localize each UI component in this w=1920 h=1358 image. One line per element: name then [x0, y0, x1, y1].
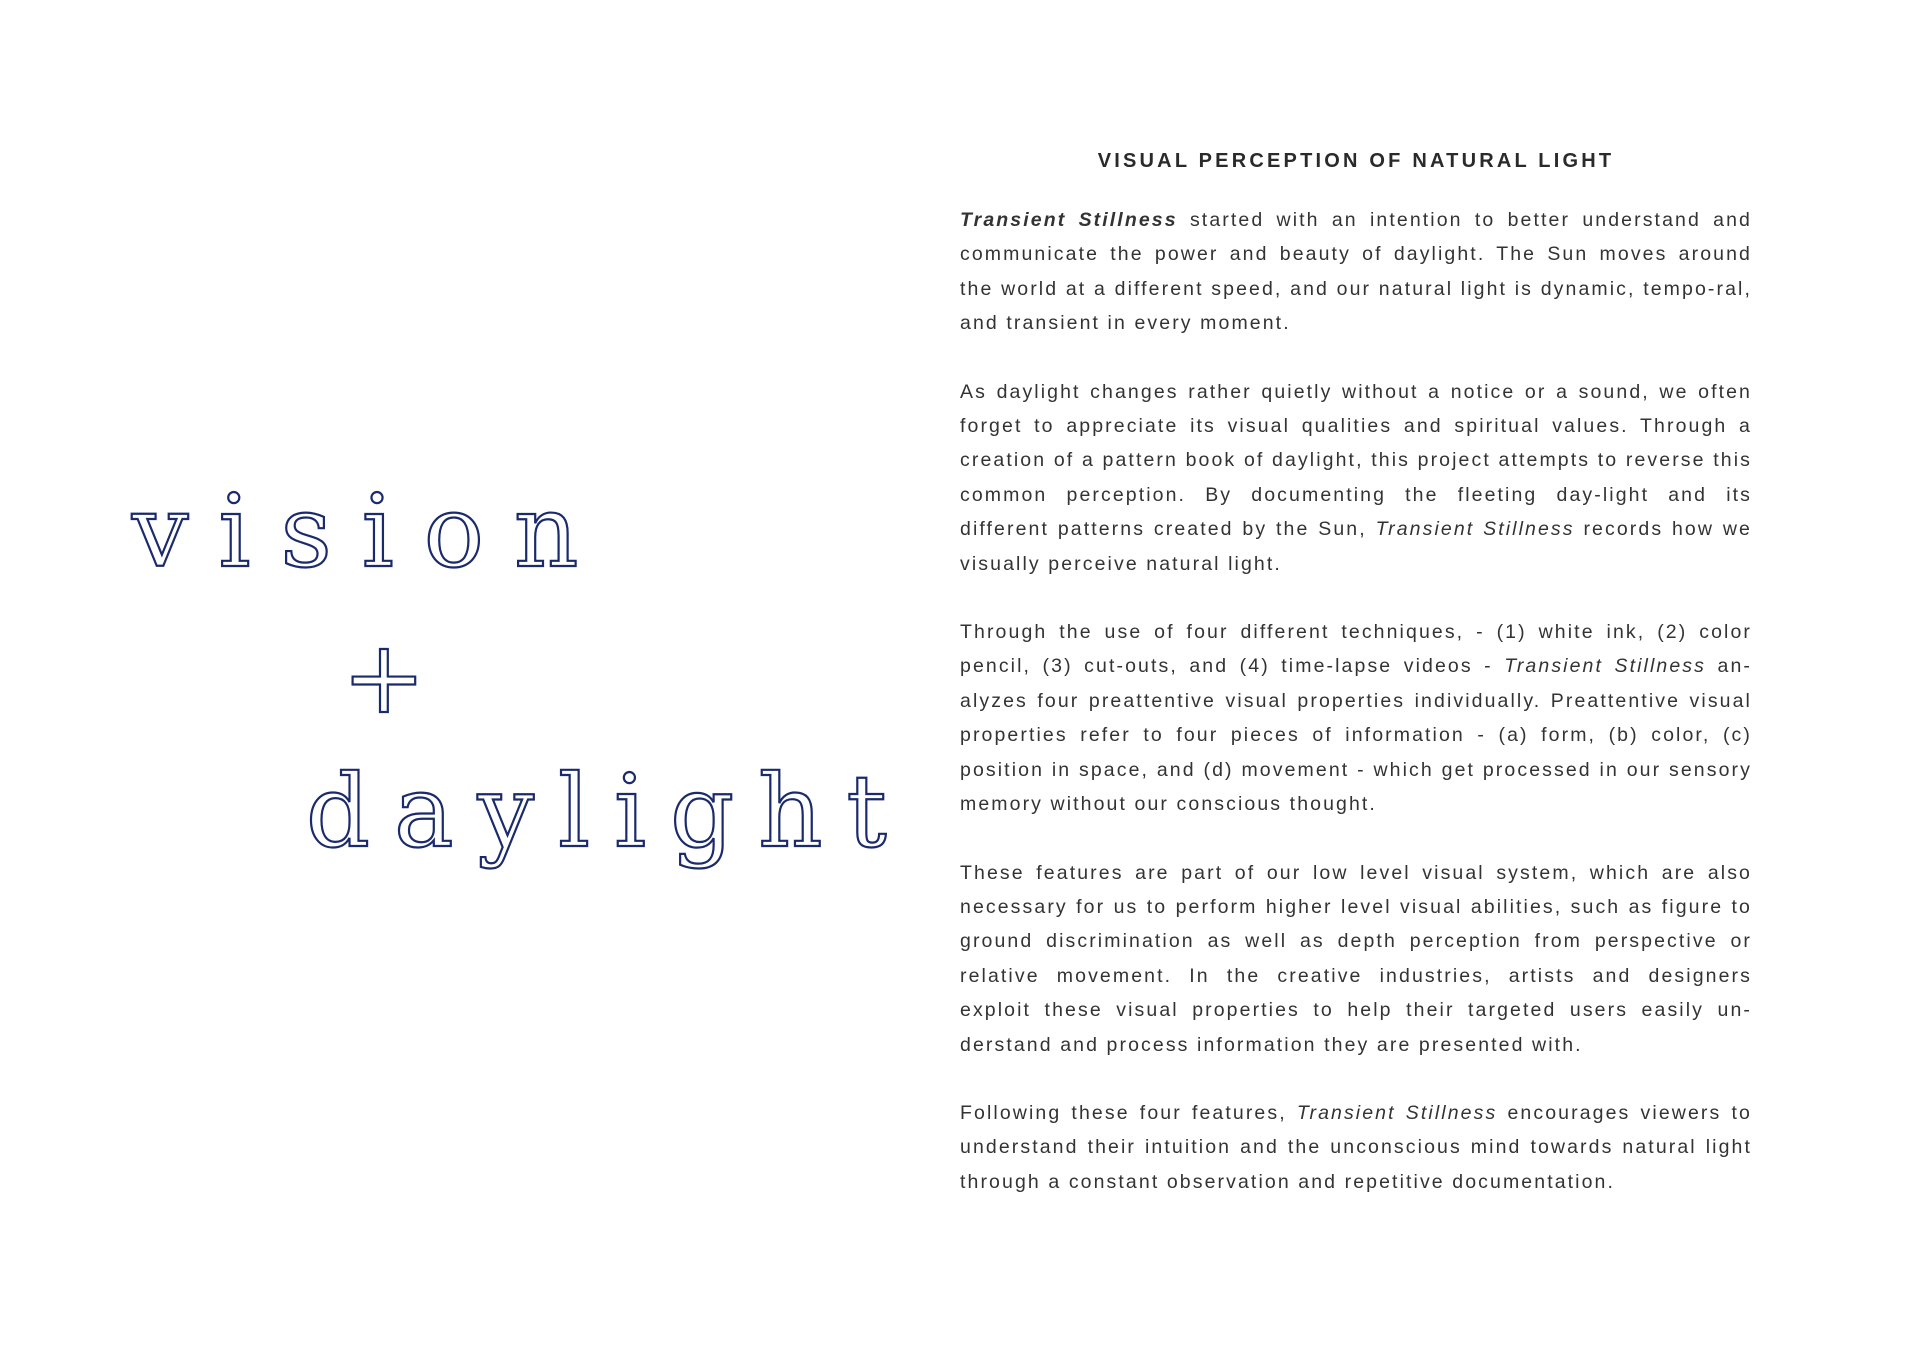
paragraph-2-text-after: records how we visually perceive natural light. — [960, 518, 1752, 575]
paragraph-3 — [960, 615, 1752, 821]
paragraph-5-text-before: Following these four features, — [960, 1101, 1297, 1124]
paragraph-5-text-after: encourages viewers to understand their intuition and the unconscious mind towards natural light through a constant observation and repetitive documentation. — [960, 1101, 1752, 1193]
text-column — [960, 150, 1752, 1233]
paragraph-4-text: These features are part of our low level visual system, which are also necessary for us to perform higher level visual abilities, such as figure to ground discrimination as well as depth perception from perspective or relative movement. In the creative industries, artists and designers exploit these visual properties to help their targeted users easily un-derstand and process information they are presented with. — [960, 861, 1752, 1056]
paragraph-2-text-before: As daylight changes rather quietly without a notice or a sound, we often forget to appreciate its visual qualities and spiritual values. Through a creation of a pattern book of daylight, this project attempts to reverse this common perception. By documenting the fleeting day-light and its different patterns created by the Sun, — [960, 380, 1752, 541]
paragraph-3-text-after: an-alyzes four preattentive visual properties individually. Preattentive visual properties refer to four pieces of information - (a) form, (b) color, (c) position in space, and (d) movement - which get processed in our sensory memory without our conscious thought. — [960, 655, 1752, 816]
title-word-daylight: daylight — [306, 753, 911, 870]
paragraph-2 — [960, 375, 1752, 581]
paragraph-5 — [960, 1096, 1752, 1199]
paragraph-5-project-title: Transient Stillness — [1296, 1101, 1498, 1124]
title-word-vision: vision — [132, 473, 609, 590]
paragraph-3-project-title: Transient Stillness — [1504, 655, 1707, 678]
section-heading: VISUAL PERCEPTION OF NATURAL LIGHT — [1097, 150, 1615, 172]
title-plus-sign: + — [342, 619, 426, 736]
paragraph-1 — [960, 203, 1752, 341]
paragraph-1-text: started with an intention to better understand and communicate the power and beauty of daylight. The Sun moves around the world at a different speed, and our natural light is dynamic, tempo-ral, and transient in every moment. — [960, 209, 1753, 335]
paragraph-4 — [960, 856, 1752, 1062]
title-panel — [0, 0, 911, 1358]
paragraph-3-text-before: Through the use of four different techniques, - (1) white ink, (2) color pencil, (3) cut-outs, and (4) time-lapse videos - — [960, 621, 1752, 678]
paragraph-2-project-title: Transient Stillness — [1375, 518, 1575, 541]
paragraph-1-project-title: Transient Stillness — [960, 209, 1178, 231]
